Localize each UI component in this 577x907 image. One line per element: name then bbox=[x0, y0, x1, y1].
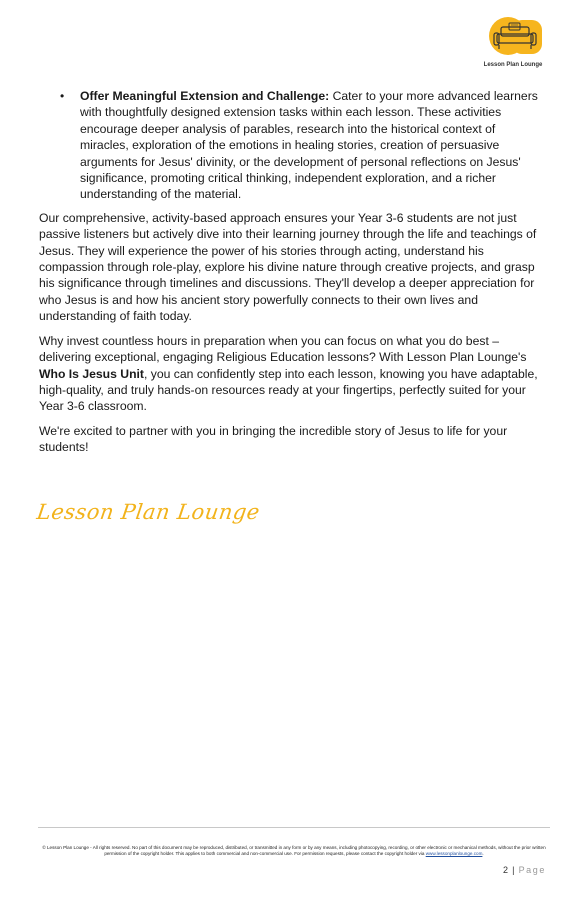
copyright-end: . bbox=[482, 851, 484, 857]
sofa-logo-icon bbox=[482, 16, 546, 60]
paragraph-invest-start: Why invest countless hours in preparation when you can focus on what you do best – delivering exceptional, engaging Religious Education lessons? With Lesson Plan Lounge's bbox=[39, 333, 527, 365]
paragraph-invest-end: , you can confidently step into each lesson, knowing you have adaptable, high-quality, and truly hands-on resources ready at your fingertips, perfectly suited for your Year 3-6 classroom. bbox=[39, 366, 538, 414]
footer-divider bbox=[38, 827, 550, 828]
paragraph-invest bbox=[39, 333, 547, 415]
bullet-icon: • bbox=[60, 89, 65, 103]
website-link[interactable]: www.lessonplanlounge.com bbox=[425, 851, 483, 857]
page-separator: | bbox=[512, 865, 516, 875]
page-number-value: 2 bbox=[503, 865, 509, 875]
paragraph-approach: Our comprehensive, activity-based approach ensures your Year 3-6 students are not just passive listeners but actively dive into their learning journey through the life and teachings of Jesus. They will experience the power of his stories through acting, understand his compassion through role-play, explore his divine nature through creative projects, and grasp his significance through timelines and discussions. They'll develop a deeper appreciation for who Jesus is and how his ancient story powerfully connects to their own lives and understanding of faith today. bbox=[39, 210, 537, 324]
copyright-notice bbox=[40, 845, 548, 858]
bullet-text: Cater to your more advanced learners with thoughtfully designed extension tasks within each lesson. These activities encourage deeper analysis of parables, research into the historical context of miracles, exploration of the emotions in healing stories, creation of persuasive arguments for Jesus' divinity, or the development of personal reflections on Jesus' significance, promoting critical thinking, independent exploration, and a richer understanding of the material. bbox=[80, 89, 538, 202]
signature-logo: Lesson Plan Lounge bbox=[35, 500, 262, 524]
page-label: Page bbox=[518, 865, 546, 875]
logo-caption: Lesson Plan Lounge bbox=[483, 62, 543, 68]
brand-logo bbox=[478, 16, 548, 74]
document-body bbox=[39, 88, 547, 464]
unit-name: Who Is Jesus Unit bbox=[39, 366, 144, 381]
list-item bbox=[39, 88, 547, 203]
page-number bbox=[440, 865, 546, 875]
copyright-text: © Lesson Plan Lounge - All rights reserved. No part of this document may be reproduced, distributed, or transmitted in any form or by any means, including photocopying, recording, or other electronic or mechanical methods, without the prior written permission of the copyright holder. This applies to both commercial and non-commercial use. For permission requests, please contact the copyright holder via bbox=[42, 845, 546, 857]
paragraph-partner: We're excited to partner with you in bringing the incredible story of Jesus to life for your students! bbox=[39, 423, 508, 455]
bullet-list bbox=[39, 88, 547, 203]
bullet-lead: Offer Meaningful Extension and Challenge: bbox=[80, 89, 330, 103]
